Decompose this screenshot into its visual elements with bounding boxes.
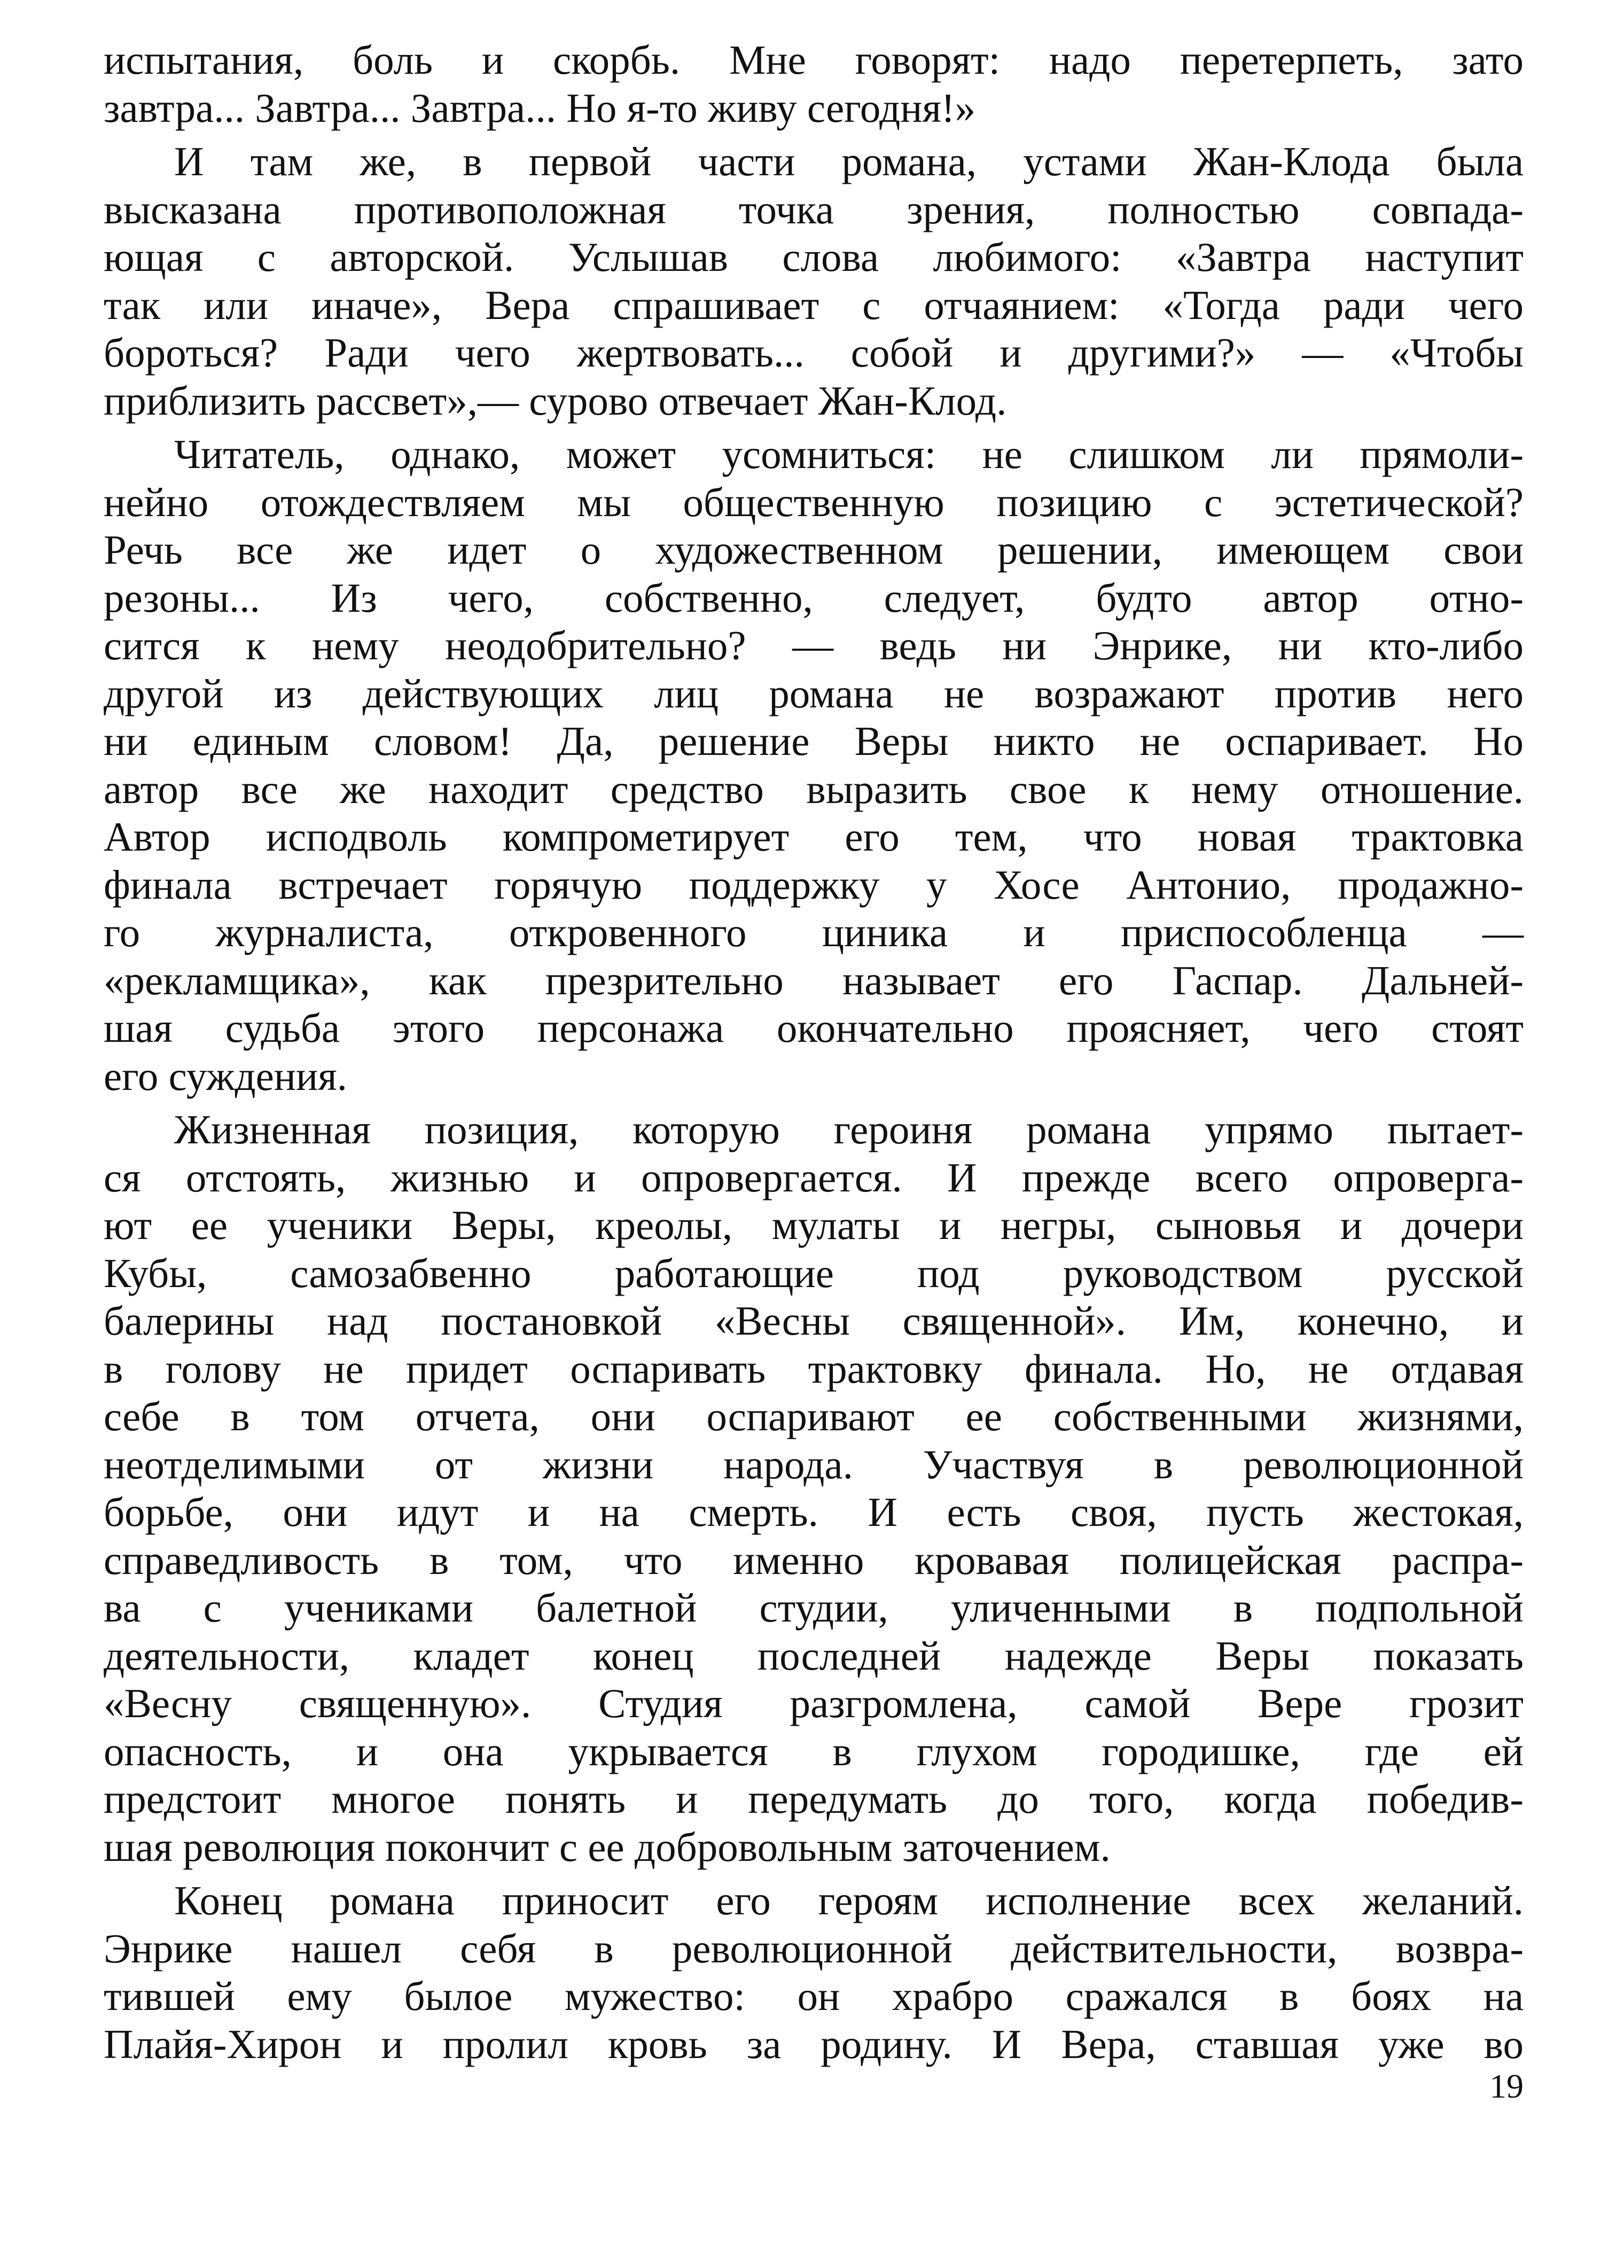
text-line: неотделимыми от жизни народа. Участвуя в революционной [104, 1441, 1524, 1487]
text-line: предстоит многое понять и передумать до того, когда победив- [104, 1776, 1524, 1822]
text-line: другой из действующих лиц романа не возражают против него [104, 670, 1524, 716]
paragraph-1 [104, 36, 1524, 132]
text-line: ют ее ученики Веры, креолы, мулаты и негры, сыновья и дочери [104, 1202, 1524, 1248]
page-body [104, 36, 1524, 2068]
text-line: себе в том отчета, они оспаривают ее собственными жизнями, [104, 1393, 1524, 1439]
text-line: Кубы, самозабвенно работающие под руководством русской [104, 1250, 1524, 1296]
paragraph-2 [104, 138, 1524, 425]
text-line: шая революция покончит с ее добровольным заточением. [104, 1823, 1111, 1870]
text-line: Автор исподволь компрометирует его тем, что новая трактовка [104, 814, 1524, 860]
text-line: «Весну священную». Студия разгромлена, самой Вере грозит [104, 1680, 1524, 1726]
paragraph-5 [104, 1877, 1524, 2068]
text-line: высказана противоположная точка зрения, полностью совпада- [104, 186, 1524, 232]
text-line: его суждения. [104, 1053, 347, 1099]
text-line: нейно отождествляем мы общественную позицию с эстетической? [104, 479, 1524, 525]
text-line: резоны... Из чего, собственно, следует, будто автор отно- [104, 574, 1524, 621]
text-line: борьбе, они идут и на смерть. И есть своя, пусть жестокая, [104, 1489, 1524, 1535]
text-line: Конец романа приносит его героям исполнение всех желаний. [174, 1877, 1524, 1923]
paragraph-3 [104, 431, 1524, 1100]
text-line: опасность, и она укрывается в глухом городишке, где ей [104, 1728, 1524, 1774]
text-line: ни единым словом! Да, решение Веры никто не оспаривает. Но [104, 718, 1524, 764]
text-line: Речь все же идет о художественном решении, имеющем свои [104, 527, 1524, 573]
text-line: тившей ему былое мужество: он храбро сражался в боях на [104, 1973, 1524, 2019]
text-line: ся отстоять, жизнью и опровергается. И прежде всего опроверга- [104, 1154, 1524, 1201]
text-line: шая судьба этого персонажа окончательно проясняет, чего стоят [104, 1005, 1524, 1051]
text-line: «рекламщика», как презрительно называет его Гаспар. Дальней- [104, 957, 1524, 1003]
text-line: сится к нему неодобрительно? — ведь ни Энрике, ни кто-либо [104, 622, 1524, 668]
text-line: завтра... Завтра... Завтра... Но я-то живу сегодня!» [104, 84, 976, 131]
text-line: испытания, боль и скорбь. Мне говорят: надо перетерпеть, зато [104, 37, 1524, 83]
text-line: приблизить рассвет»,— сурово отвечает Жан-Клод. [104, 377, 1007, 424]
text-line: ва с учениками балетной студии, уличенными в подпольной [104, 1585, 1524, 1631]
text-line: автор все же находит средство выразить свое к нему отношение. [104, 766, 1524, 812]
text-line: И там же, в первой части романа, устами Жан-Клода была [174, 138, 1524, 184]
text-line: Читатель, однако, может усомниться: не слишком ли прямоли- [174, 431, 1524, 477]
text-line: бороться? Ради чего жертвовать... собой и другими?» — «Чтобы [104, 330, 1524, 376]
text-line: Жизненная позиция, которую героиня романа упрямо пытает- [174, 1106, 1524, 1152]
page-number: 19 [1489, 2067, 1524, 2105]
text-line: деятельности, кладет конец последней надежде Веры показать [104, 1632, 1524, 1679]
paragraph-4 [104, 1106, 1524, 1871]
text-line: ющая с авторской. Услышав слова любимого: «Завтра наступит [104, 234, 1524, 280]
text-line: Энрике нашел себя в революционной действительности, возвра- [104, 1925, 1524, 1971]
text-line: в голову не придет оспаривать трактовку финала. Но, не отдавая [104, 1345, 1524, 1392]
text-line: справедливость в том, что именно кровавая полицейская распра- [104, 1537, 1524, 1583]
text-line: балерины над постановкой «Весны священной». Им, конечно, и [104, 1298, 1524, 1344]
text-line: финала встречает горячую поддержку у Хосе Антонио, продажно- [104, 861, 1524, 908]
text-line: так или иначе», Вера спрашивает с отчаянием: «Тогда ради чего [104, 282, 1524, 328]
text-line: Плайя-Хирон и пролил кровь за родину. И Вера, ставшая уже во [104, 2021, 1524, 2067]
text-line: го журналиста, откровенного циника и приспособленца — [104, 909, 1524, 955]
